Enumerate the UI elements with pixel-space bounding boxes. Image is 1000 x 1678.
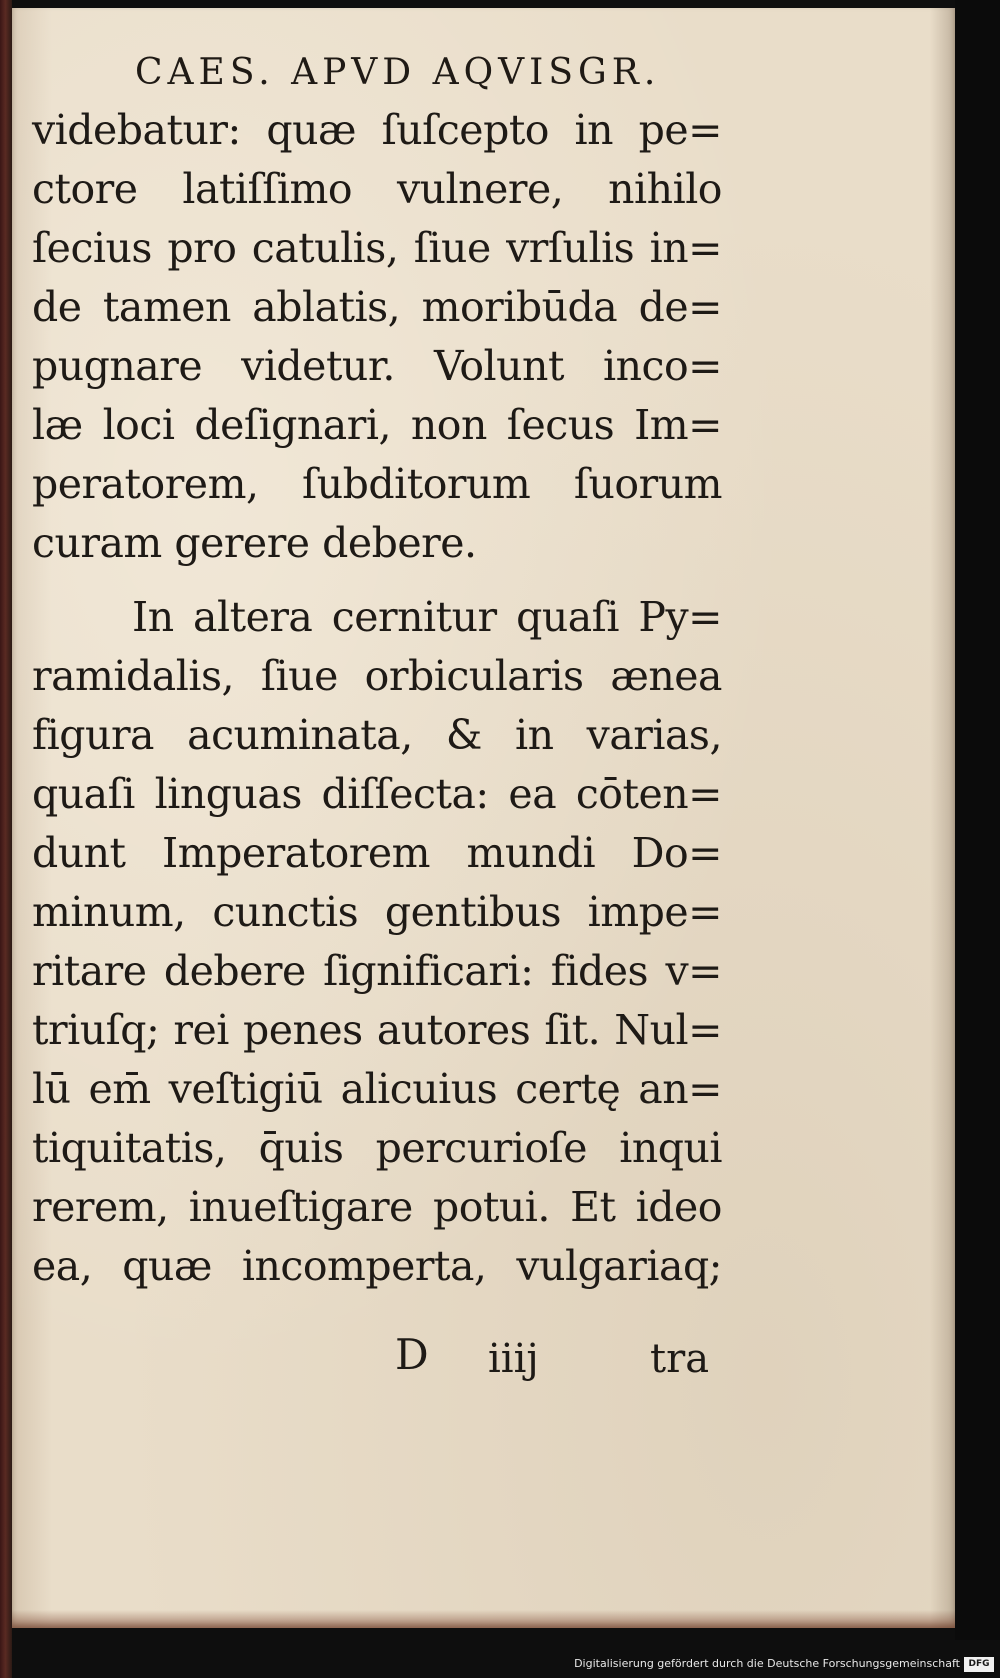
scan-right-margin bbox=[955, 0, 1000, 1640]
catchword: tra bbox=[650, 1336, 710, 1382]
text-line-12: quaſi linguas diſſecta: ea cōten= bbox=[32, 770, 722, 818]
text-line-9: In altera cernitur quaſi Py= bbox=[132, 593, 722, 641]
text-line-16: triuſq; rei penes autores ſit. Nul= bbox=[32, 1006, 722, 1054]
digitization-credit: Digitalisierung gefördert durch die Deutsche Forschungsgemeinschaft bbox=[574, 1657, 960, 1670]
running-head: CAES. APVD AQVISGR. bbox=[135, 52, 661, 93]
text-line-1: videbatur: quæ ſuſcepto in pe= bbox=[32, 106, 722, 154]
text-line-7: peratorem, ſubditorum ſuorum bbox=[32, 460, 722, 508]
text-line-2: ctore latiſſimo vulnere, nihilo bbox=[32, 165, 722, 213]
signature-letter: D bbox=[395, 1330, 429, 1379]
text-line-15: ritare debere ſignificari: fides v= bbox=[32, 947, 722, 995]
signature-number: iiij bbox=[488, 1336, 539, 1382]
book-binding-edge bbox=[0, 0, 12, 1678]
text-line-19: rerem, inueſtigare potui. Et ideo bbox=[32, 1183, 722, 1231]
text-line-10: ramidalis, ſiue orbicularis ænea bbox=[32, 652, 722, 700]
text-line-6: læ loci deſignari, non ſecus Im= bbox=[32, 401, 722, 449]
text-line-5: pugnare videtur. Volunt inco= bbox=[32, 342, 722, 390]
text-line-8: curam gerere debere. bbox=[32, 519, 477, 567]
page-bottom-edge bbox=[12, 1610, 955, 1628]
text-line-4: de tamen ablatis, moribūda de= bbox=[32, 283, 722, 331]
text-line-20: ea, quæ incomperta, vulgariaq; bbox=[32, 1242, 722, 1290]
text-line-18: tiquitatis, q̄uis percurioſe inqui bbox=[32, 1124, 722, 1172]
text-line-3: ſecius pro catulis, ſiue vrſulis in= bbox=[32, 224, 722, 272]
text-line-11: figura acuminata, & in varias, bbox=[32, 711, 722, 759]
text-line-14: minum, cunctis gentibus impe= bbox=[32, 888, 722, 936]
text-line-13: dunt Imperatorem mundi Do= bbox=[32, 829, 722, 877]
dfg-logo: DFG bbox=[964, 1657, 994, 1672]
text-line-17: lū em̄ veſtigiū alicuius certę an= bbox=[32, 1065, 722, 1113]
